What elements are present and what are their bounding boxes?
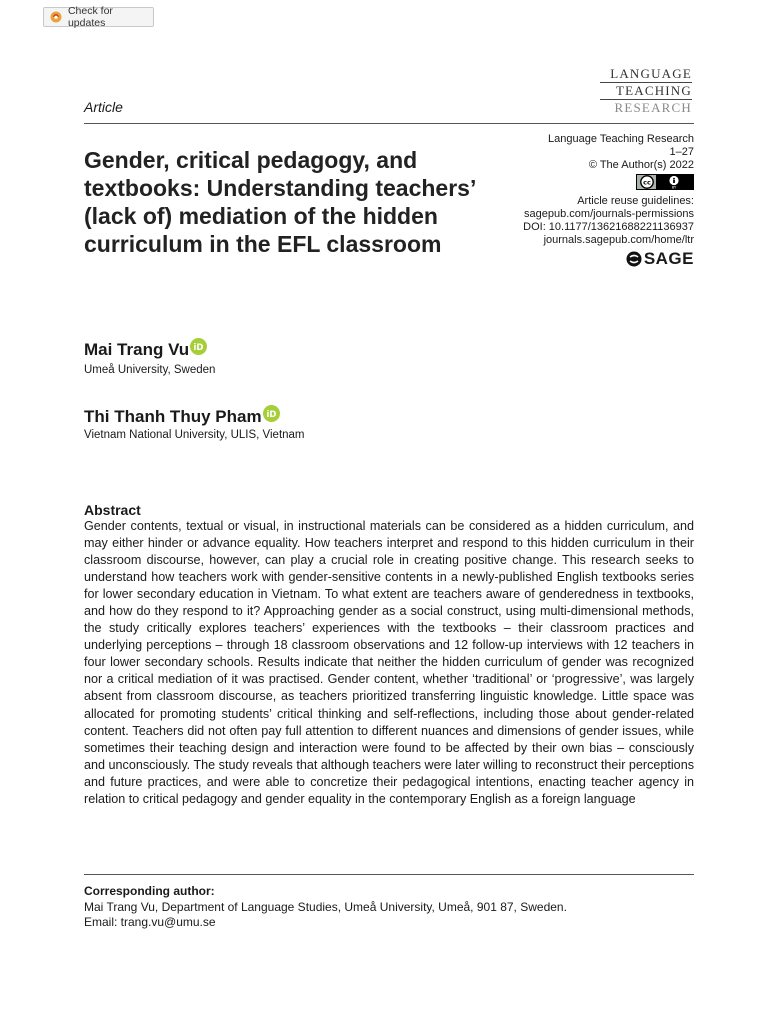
copyright: © The Author(s) 2022 xyxy=(588,159,694,171)
check-for-updates-button[interactable] xyxy=(43,7,154,27)
journal-logo-line3: RESEARCH xyxy=(614,100,692,115)
corresponding-author xyxy=(84,884,694,931)
abstract-heading: Abstract xyxy=(84,502,141,518)
doi[interactable]: DOI: 10.1177/13621688221136937 xyxy=(523,221,694,233)
journal-name: Language Teaching Research xyxy=(548,133,694,145)
footnote-divider xyxy=(84,874,694,875)
journal-logo xyxy=(600,66,692,116)
cc-by-icon xyxy=(636,174,694,190)
corresponding-email[interactable]: Email: trang.vu@umu.se xyxy=(84,915,216,929)
svg-text:BY: BY xyxy=(671,185,677,190)
journal-home-link[interactable]: journals.sagepub.com/home/ltr xyxy=(543,234,694,246)
author-2-affiliation: Vietnam National University, ULIS, Vietnam xyxy=(84,429,305,441)
author-1-affiliation: Umeå University, Sweden xyxy=(84,364,216,376)
publisher-name: SAGE xyxy=(643,249,694,268)
corresponding-address: Mai Trang Vu, Department of Language Studies, Umeå University, Umeå, 901 87, Sweden. xyxy=(84,899,567,914)
permissions-link[interactable]: sagepub.com/journals-permissions xyxy=(524,208,694,220)
reuse-guidelines: Article reuse guidelines: xyxy=(577,195,694,207)
svg-text:cc: cc xyxy=(643,178,651,187)
check-for-updates-label: Check for updates xyxy=(67,5,113,29)
journal-logo-line2: TEACHING xyxy=(615,83,692,98)
orcid-icon[interactable] xyxy=(190,338,207,355)
author-2 xyxy=(84,407,280,427)
article-type: Article xyxy=(84,99,123,115)
journal-logo-line1: LANGUAGE xyxy=(610,66,692,81)
corresponding-heading: Corresponding author: xyxy=(84,884,215,898)
author-1 xyxy=(84,340,207,360)
check-for-updates-icon xyxy=(50,11,62,23)
svg-text:iD: iD xyxy=(266,409,277,420)
article-title: Gender, critical pedagogy, and textbooks: Understanding teachers’ (lack of) mediation of the hidden curriculum in the EFL classroom xyxy=(84,147,476,257)
header-divider xyxy=(84,123,694,124)
page-range: 1–27 xyxy=(669,146,694,158)
author-name: Mai Trang Vu xyxy=(84,340,190,359)
author-name: Thi Thanh Thuy Pham xyxy=(84,407,262,426)
svg-text:iD: iD xyxy=(193,342,204,353)
sage-icon xyxy=(626,251,642,267)
orcid-icon[interactable] xyxy=(263,405,280,422)
abstract-text: Gender contents, textual or visual, in instructional materials can be considered as a hidden curriculum, and may either hinder or advance equality. How teachers interpret and respond to this hidden curriculum in their classroom discourse, however, can play a crucial role in creating positive change. This research seeks to understand how teachers work with gender-sensitive contents in a newly-published English textbooks series for lower secondary education in Vietnam. To what extent are teachers aware of genderedness in textbooks, and how do they respond to it? Approaching gender as a social construct, using multi-dimensional methods, the study critically explores teachers’ experiences with the textbooks – their classroom practices and underlying perceptions – through 18 classroom observations and 12 follow-up interviews with 12 teachers in four lower secondary schools. Results indicate that neither the hidden curriculum of gender was recognized nor a critical mediation of it was practised. Gender content, whether ‘traditional’ or ‘progressive’, was largely absent from classroom discourse, as teachers prioritized transferring linguistic knowledge. Little space was allocated for promoting students’ critical thinking and self-reflections, including those about gender-related content. Teachers did not often pay full attention to different nuances and dimensions of gender issues, while sometimes their teaching design and interaction were found to be affected by their own bias – consciously and unconsciously. The study reveals that although teachers were later willing to reconstruct their perceptions and future practices, and were able to concretize their pedagogical intentions, enacting teacher agency in relation to critical pedagogy and gender equality in the contemporary English as a foreign language xyxy=(84,519,694,806)
publisher-logo xyxy=(626,249,694,269)
